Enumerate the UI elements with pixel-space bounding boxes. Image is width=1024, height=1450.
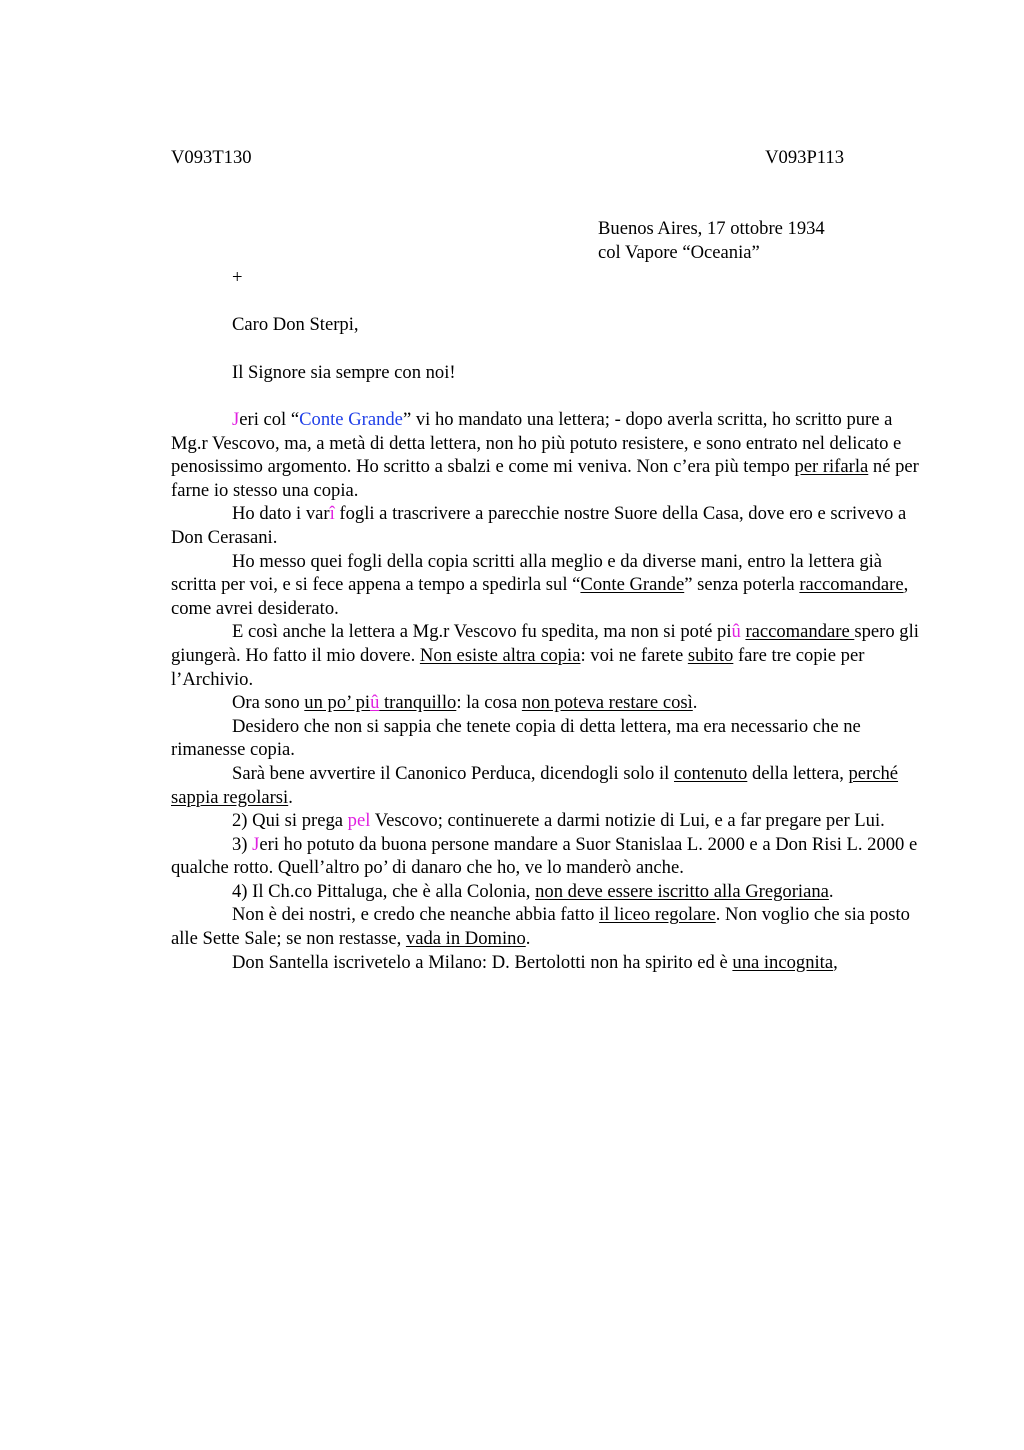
blessing: Il Signore sia sempre con noi! bbox=[232, 362, 456, 383]
magenta-correction: J bbox=[232, 409, 240, 430]
text-run: . Non voglio che sia posto alle Sette Sale; se non restasse, bbox=[171, 904, 910, 950]
text-run: E così anche la lettera a Mg.r Vescovo fu spedita, ma non si poté pi bbox=[232, 621, 732, 643]
place-date: Buenos Aires, 17 ottobre 1934 bbox=[598, 218, 825, 239]
letter-paragraph bbox=[171, 833, 931, 880]
text-run: fogli a trascrivere a parecchie nostre Suore della Casa, dove ero e scrivevo a Don Cerasani. bbox=[171, 503, 907, 548]
text-run: . bbox=[288, 786, 293, 808]
underlined-text: non deve essere iscritto alla Gregoriana bbox=[535, 880, 829, 902]
text-run: eri col “ bbox=[239, 409, 300, 430]
text-run: Don Santella iscrivetelo a Milano: D. Bertolotti non ha spirito ed è bbox=[232, 951, 733, 973]
text-run: Ora sono bbox=[232, 692, 305, 714]
document-codes bbox=[171, 146, 844, 170]
text-run: Non è dei nostri, e credo che neanche abbia fatto bbox=[232, 904, 600, 926]
text-run: Vescovo; continuerete a darmi notizie di Lui, e a far pregare per Lui. bbox=[370, 810, 885, 832]
text-run: 2) Qui si prega bbox=[232, 810, 348, 832]
letter-paragraph bbox=[171, 903, 931, 950]
text-run: Sarà bene avvertire il Canonico Perduca, dicendogli solo il bbox=[232, 762, 674, 784]
text-run: Ho messo quei fogli della copia scritti alla meglio e da diverse mani, entro la lettera già scritta per voi, e si fece appena a tempo a spedirla sul “ bbox=[171, 550, 883, 596]
left-document-code: V093T130 bbox=[171, 147, 252, 168]
letter-paragraph bbox=[171, 502, 931, 549]
text-run: : voi ne farete bbox=[580, 644, 688, 666]
text-run: . bbox=[692, 692, 698, 714]
text-run: ” senza poterla bbox=[684, 574, 800, 596]
text-run: , bbox=[833, 951, 838, 973]
letter-paragraph bbox=[171, 620, 931, 691]
magenta-correction: pel bbox=[347, 810, 371, 832]
text-run: 3) bbox=[232, 833, 253, 855]
text-run: , come avrei desiderato. bbox=[171, 574, 909, 619]
letter-paragraph bbox=[171, 408, 931, 502]
text-run: . bbox=[525, 928, 531, 950]
underlined-text: una incognita bbox=[732, 951, 834, 973]
letter-paragraph bbox=[171, 762, 931, 809]
underlined-text: raccomandare bbox=[799, 574, 904, 596]
magenta-correction: û bbox=[370, 692, 380, 714]
cross-mark: + bbox=[232, 267, 243, 288]
underlined-text: un po’ pi bbox=[304, 692, 371, 714]
underlined-text: contenuto bbox=[673, 762, 748, 784]
text-run: spero gli giungerà. Ho fatto il mio dovere. bbox=[171, 621, 919, 666]
underlined-text: non poteva restare così bbox=[521, 692, 693, 714]
underlined-text: Conte Grande bbox=[580, 574, 685, 596]
underlined-text: tranquillo bbox=[379, 692, 457, 714]
letter-paragraph bbox=[171, 550, 931, 621]
text-run: . bbox=[828, 880, 834, 902]
letter-paragraph bbox=[171, 691, 931, 715]
underlined-text: per rifarla bbox=[794, 456, 869, 478]
text-run: eri ho potuto da buona persone mandare a Suor Stanislaa L. 2000 e a Don Risi L. 2000 e qualche rotto. Quell’altro po’ di danaro che ho, ve lo manderò anche. bbox=[171, 833, 918, 879]
magenta-correction: û bbox=[731, 621, 741, 643]
salutation: Caro Don Sterpi, bbox=[232, 314, 359, 335]
underlined-text: subito bbox=[687, 644, 734, 666]
underlined-text: Non esiste altra copia bbox=[419, 644, 581, 666]
text-run: 4) Il Ch.co Pittaluga, che è alla Colonia, bbox=[232, 880, 536, 902]
text-run: ” vi ho mandato una lettera; - dopo averla scritta, ho scritto pure a Mg.r Vescovo, ma, a metà di detta lettera, non ho più potuto resistere, e sono entrato nel delicato e penosissimo argomento. Ho scritto a sbalzi e come mi veniva. Non c’era più tempo bbox=[171, 409, 902, 478]
text-run: Ho dato i var bbox=[232, 503, 330, 525]
right-document-code: V093P113 bbox=[765, 147, 844, 168]
underlined-text: raccomandare bbox=[745, 621, 855, 643]
magenta-correction: î bbox=[329, 503, 335, 525]
ship-note: col Vapore “Oceania” bbox=[598, 241, 760, 263]
underlined-text: il liceo regolare bbox=[599, 904, 716, 926]
magenta-correction: J bbox=[252, 833, 260, 855]
dateline bbox=[598, 217, 825, 264]
letter-paragraph bbox=[171, 809, 931, 833]
underlined-text: perché sappia regolarsi bbox=[171, 762, 899, 808]
text-run: fare tre copie per l’Archivio. bbox=[171, 644, 865, 690]
text-run: della lettera, bbox=[747, 762, 849, 784]
letter-body bbox=[171, 408, 931, 974]
letter-paragraph bbox=[171, 880, 931, 904]
letter-paragraph bbox=[171, 951, 931, 975]
text-run: Desidero che non si sappia che tenete copia di detta lettera, ma era necessario che ne rimanesse copia. bbox=[171, 715, 861, 761]
blue-highlight: Conte Grande bbox=[299, 409, 403, 430]
letter-paragraph bbox=[171, 715, 931, 762]
underlined-text: vada in Domino bbox=[405, 928, 526, 950]
text-run: né per farne io stesso una copia. bbox=[171, 456, 919, 501]
text-run: : la cosa bbox=[456, 692, 522, 714]
